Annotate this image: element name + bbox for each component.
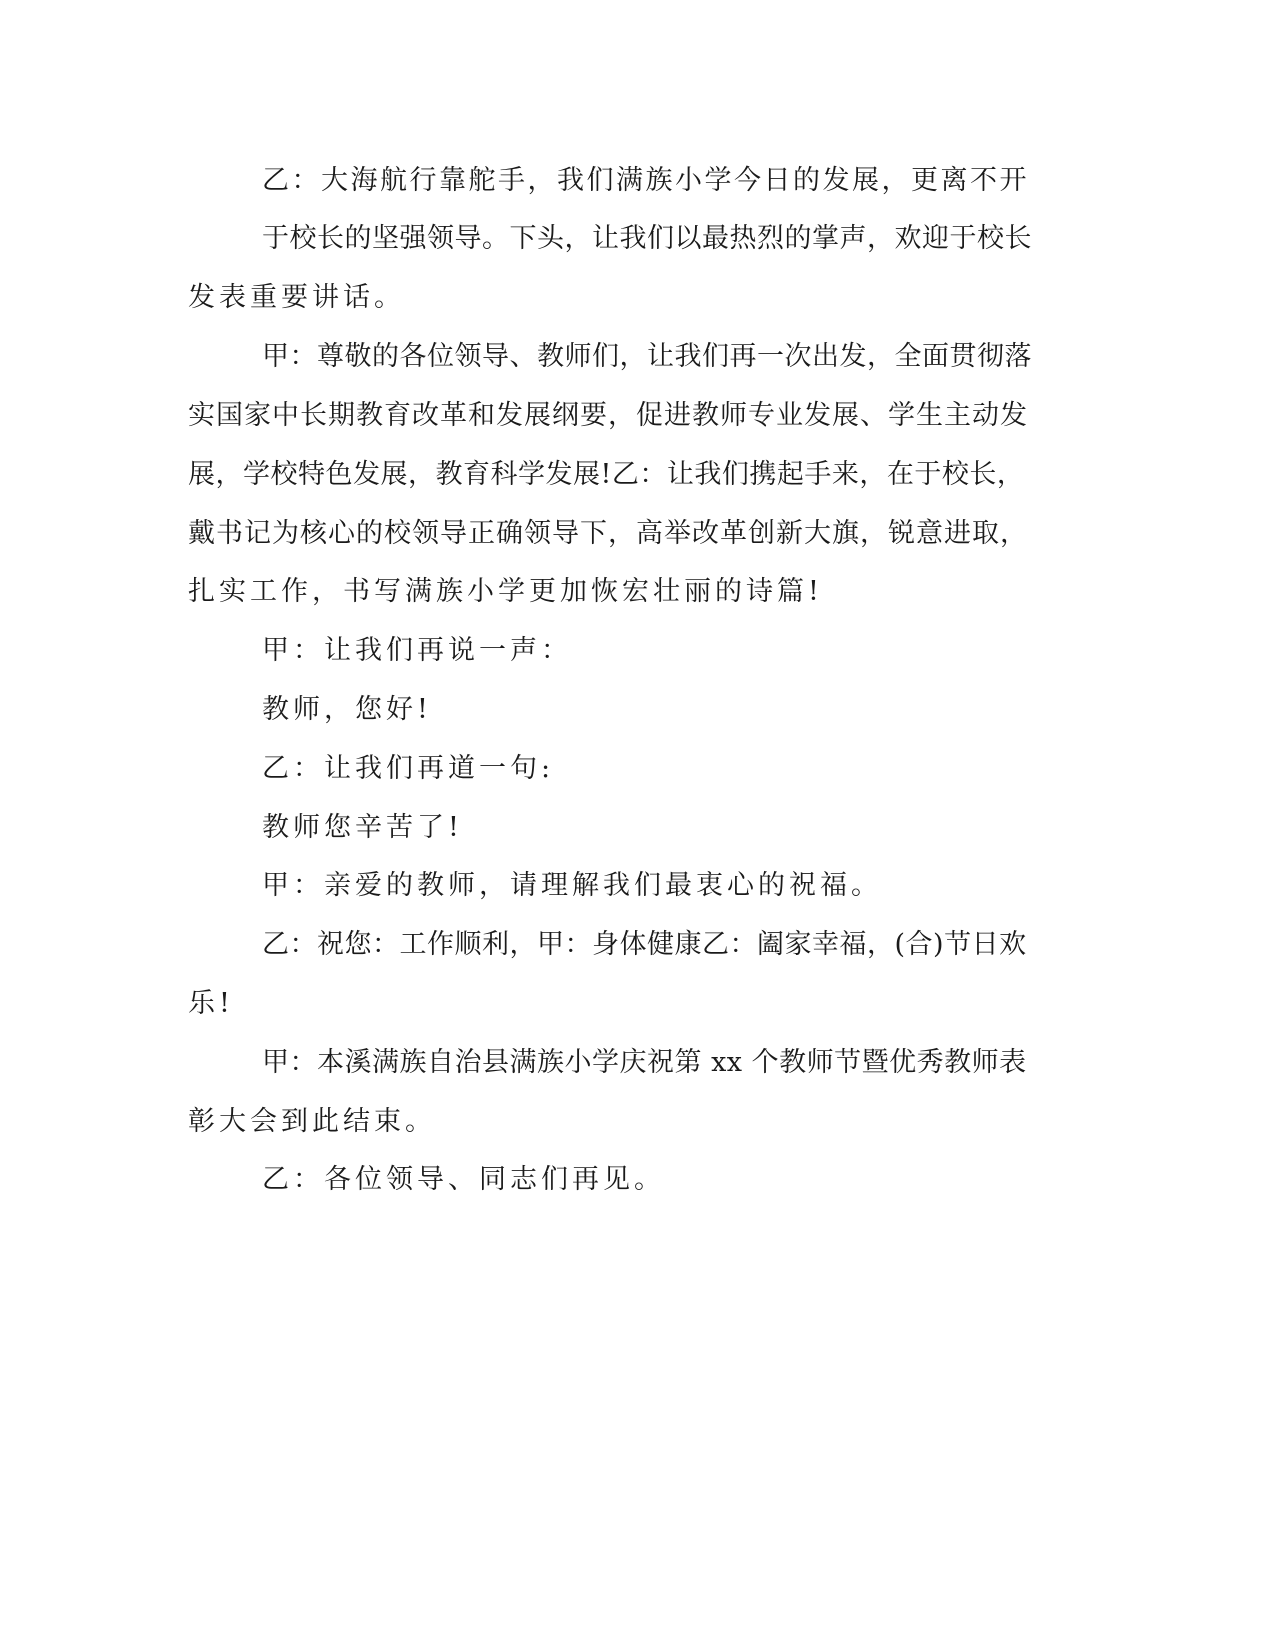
text-line-17: 彰大会到此结束。	[188, 1106, 436, 1137]
text-line-8: 扎实工作，书写满族小学更加恢宏壮丽的诗篇!	[188, 576, 823, 607]
text-line-13: 甲：亲爱的教师，请理解我们最衷心的祝福。	[262, 870, 882, 901]
text-line-3: 发表重要讲话。	[188, 282, 405, 313]
text-line-1: 乙：大海航行靠舵手，我们满族小学今日的发展，更离不开	[262, 165, 1029, 196]
text-line-16: 甲：本溪满族自治县满族小学庆祝第 xx 个教师节暨优秀教师表	[262, 1047, 1027, 1078]
text-line-12: 教师您辛苦了!	[262, 812, 463, 843]
text-line-4: 甲：尊敬的各位领导、教师们，让我们再一次出发，全面贯彻落	[262, 341, 1032, 372]
text-line-14: 乙：祝您：工作顺利，甲：身体健康乙：阖家幸福，(合)节日欢	[262, 929, 1027, 960]
text-line-6: 展，学校特色发展，教育科学发展!乙：让我们携起手来，在于校长，	[188, 459, 1025, 490]
text-line-11: 乙：让我们再道一句:	[262, 753, 555, 784]
text-line-18: 乙：各位领导、同志们再见。	[262, 1164, 665, 1195]
text-line-9: 甲：让我们再说一声：	[262, 635, 572, 666]
text-line-15: 乐!	[188, 988, 234, 1019]
text-line-2: 于校长的坚强领导。下头，让我们以最热烈的掌声，欢迎于校长	[262, 223, 1032, 254]
text-line-5: 实国家中长期教育改革和发展纲要，促进教师专业发展、学生主动发	[188, 400, 1028, 431]
text-line-10: 教师，您好!	[262, 694, 432, 725]
text-line-7: 戴书记为核心的校领导正确领导下，高举改革创新大旗，锐意进取，	[188, 518, 1028, 549]
